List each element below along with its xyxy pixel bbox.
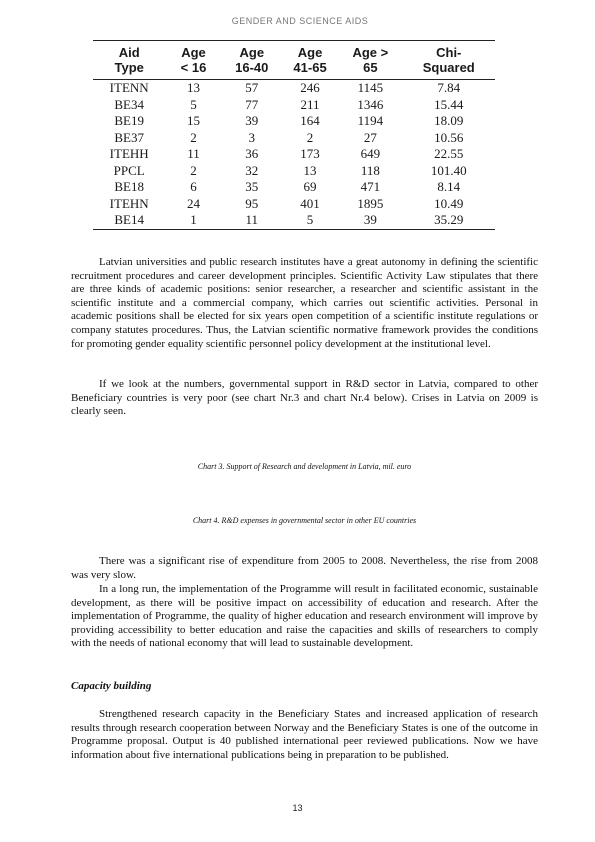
paragraph-long-run: In a long run, the implementation of the Programme will result in facilitated economic, sustainable development, as there will be positive impact on accessibility of education and research. After the implementation of Programme, the quality of higher education and research environment will improve by providing accessibility to better education and raise the capacities and skills of researchers to comply with the needs of national economy that will lead to sustainable development. [71,583,538,650]
cell-age-41-65: 13 [303,162,317,178]
cell-aid-type: ITENN [109,80,149,95]
cell-age-16-40: 77 [245,96,259,112]
table-row [93,196,495,213]
cell-chi-squared: 101.40 [430,162,467,178]
header-age-over-65: Age > 65 [338,41,402,80]
cell-age-over-65: 1346 [357,96,384,112]
table-row [93,97,495,114]
cell-age-under-16: 15 [186,113,200,128]
paragraph-expenditure-rise: There was a significant rise of expenditure from 2005 to 2008. Nevertheless, the rise from 2008 was very slow. [71,555,538,581]
cell-age-over-65: 1145 [357,80,384,95]
header-chi-squared: Chi- Squared [403,41,496,80]
cell-age-16-40: 95 [245,195,259,211]
header-age-16-40: Age 16-40 [222,41,282,80]
cell-aid-type: ITEHH [109,146,149,161]
aid-age-table [93,40,495,230]
cell-age-over-65: 39 [338,212,402,229]
cell-age-under-16: 1 [165,212,221,229]
cell-age-under-16: 24 [186,195,200,211]
paragraph-governmental-support: If we look at the numbers, governmental support in R&D sector in Latvia, compared to other Beneficiary countries is very poor (see chart Nr.3 and chart Nr.4 below). Crises in Latvia on 2009 is clearly seen. [71,378,538,418]
cell-age-16-40: 3 [248,129,256,145]
paragraph-latvian-universities: Latvian universities and public research institutes have a great autonomy in defining the scientific recruitment procedures and career development principles. Scientific Activity Law stipulates that there are three kinds of academic positions: senior researcher, a researcher and scientific assistant in the scientific institute and a commercial company, which carries out scientific activities. Personal in academic positions shall be elected for six years open competition of a scientific institute regulations or company statutes procedures. Thus, the Latvian scientific normative framework provides the conditions for promoting gender equality scientific personnel policy development at the institutional level. [71,256,538,350]
paragraph-research-capacity: Strengthened research capacity in the Beneficiary States and increased application of research results through research cooperation between Norway and the Beneficiary States is one of the outcome in Programme proposal. Output is 40 published international peer reviewed publications. Now we have information about five international publications being in preparation to be published. [71,708,538,761]
table-row [93,113,495,130]
cell-aid-type: ITEHN [109,195,149,211]
running-header [200,16,400,32]
caption-chart-3: Chart 3. Support of Research and development in Latvia, mil. euro [197,462,412,471]
cell-aid-type: BE37 [114,129,144,145]
cell-age-16-40: 35 [245,179,259,194]
cell-age-16-40: 39 [245,113,259,128]
cell-age-under-16: 6 [190,179,197,194]
cell-age-over-65: 1194 [357,113,384,128]
cell-chi-squared: 18.09 [434,113,464,128]
cell-age-16-40: 11 [222,212,282,229]
cell-age-over-65: 471 [360,179,381,194]
cell-age-under-16: 2 [190,162,197,178]
cell-chi-squared: 35.29 [403,212,496,229]
cell-age-41-65: 246 [300,80,320,95]
cell-age-41-65: 5 [282,212,338,229]
page-number: 13 [292,803,303,813]
cell-aid-type: BE19 [114,113,144,128]
cell-age-41-65: 211 [300,96,320,112]
table-row [93,212,495,229]
cell-aid-type: BE18 [114,179,144,194]
cell-age-16-40: 57 [245,80,259,95]
cell-age-under-16: 2 [190,129,197,145]
header-aid-type: Aid Type [93,41,165,80]
table-row [93,179,495,196]
cell-chi-squared: 10.49 [434,195,464,211]
cell-age-41-65: 401 [300,195,320,211]
cell-age-over-65: 27 [363,129,377,145]
cell-age-41-65: 173 [300,146,320,161]
table-header-row [93,41,495,80]
cell-age-over-65: 649 [360,146,381,161]
cell-age-under-16: 13 [186,80,200,95]
cell-age-16-40: 32 [245,162,259,178]
cell-age-41-65: 164 [300,113,320,128]
cell-aid-type: PPCL [113,162,145,178]
cell-age-over-65: 1895 [357,195,384,211]
table-row [93,130,495,147]
cell-age-under-16: 11 [187,146,200,161]
cell-age-16-40: 36 [245,146,259,161]
table-row [93,146,495,163]
header-age-41-65: Age 41-65 [282,41,338,80]
cell-chi-squared: 7.84 [437,80,461,95]
cell-aid-type: BE14 [93,212,165,229]
header-age-under-16: Age < 16 [165,41,221,80]
running-header-text: GENDER AND SCIENCE AIDS [231,16,369,26]
cell-age-over-65: 118 [360,162,380,178]
cell-age-under-16: 5 [190,96,197,112]
cell-age-41-65: 2 [306,129,314,145]
cell-aid-type: BE34 [114,96,144,112]
cell-age-41-65: 69 [303,179,317,194]
table-row [93,80,495,97]
cell-chi-squared: 15.44 [434,96,464,112]
cell-chi-squared: 22.55 [434,146,464,161]
caption-chart-4: Chart 4. R&D expenses in governmental sector in other EU countries [192,516,417,525]
cell-chi-squared: 10.56 [434,129,464,145]
aid-age-table-container [93,40,495,230]
cell-chi-squared: 8.14 [437,179,461,194]
section-title-capacity-building: Capacity building [71,680,152,692]
table-row [93,163,495,180]
